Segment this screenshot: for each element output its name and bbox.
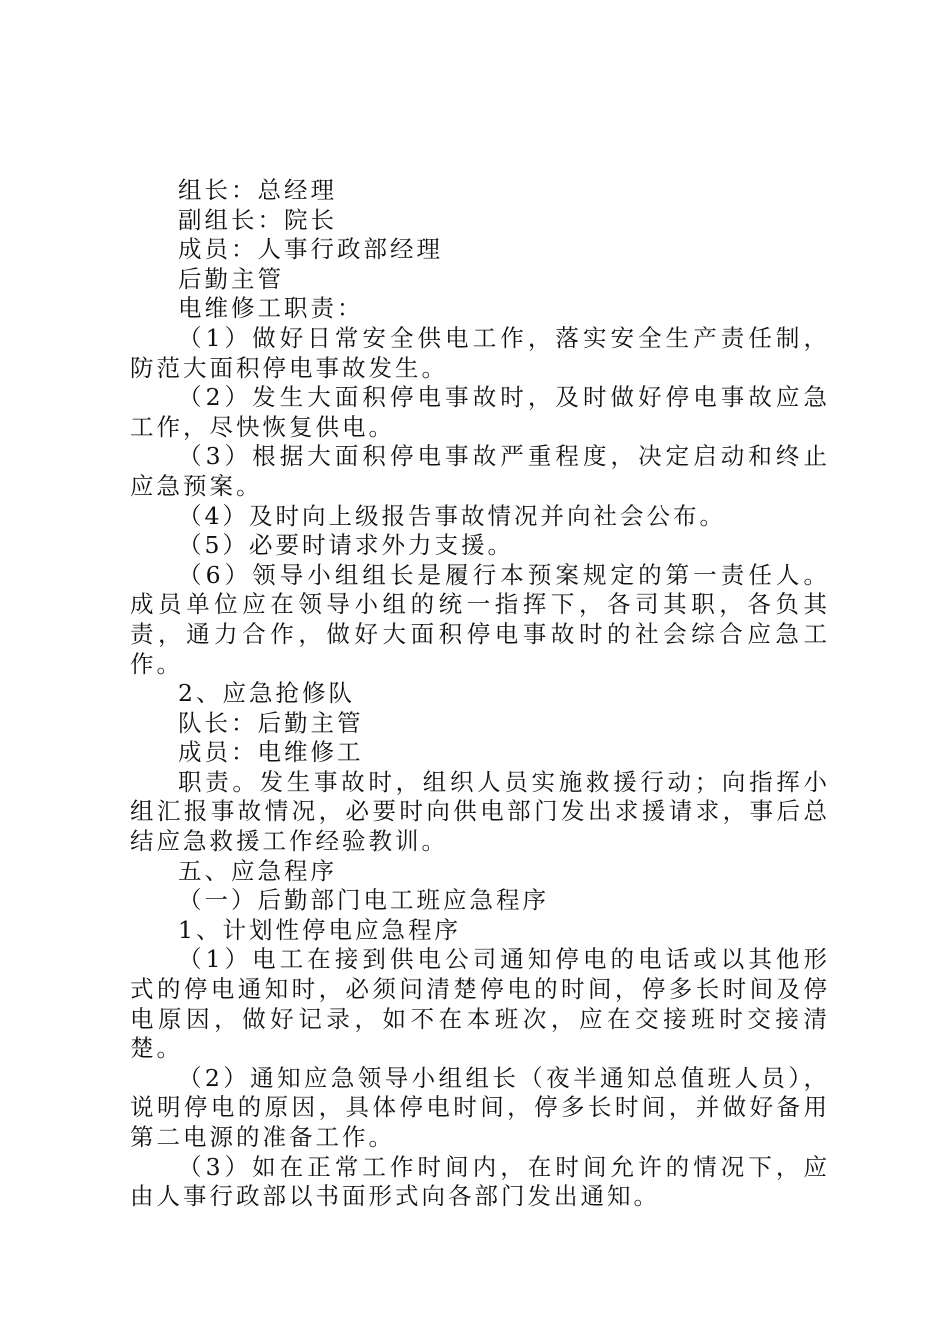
subsection-heading-electrician-procedure: （一）后勤部门电工班应急程序: [178, 886, 549, 915]
paragraph-duty-2: （2）发生大面积停电事故时，及时做好停电事故应急工作，尽快恢复供电。: [130, 383, 830, 441]
document-body: [130, 176, 830, 1212]
paragraph-team-leader: 组长：总经理: [178, 176, 337, 204]
paragraph-deputy-leader: 副组长：院长: [178, 205, 337, 234]
paragraph-members: 成员：人事行政部经理: [178, 235, 443, 264]
paragraph-duty-5: （5）必要时请求外力支援。: [178, 531, 514, 560]
paragraph-duty-6: （6）领导小组组长是履行本预案规定的第一责任人。成员单位应在领导小组的统一指挥下，各司其职，各负其责，通力合作，做好大面积停电事故时的社会综合应急工作。: [130, 560, 830, 678]
paragraph-logistics-supervisor: 后勤主管: [178, 264, 284, 293]
paragraph-duty-3: （3）根据大面积停电事故严重程度，决定启动和终止应急预案。: [130, 442, 830, 500]
paragraph-team-members: 成员：电维修工: [178, 738, 364, 767]
paragraph-procedure-1: （1）电工在接到供电公司通知停电的电话或以其他形式的停电通知时，必须问清楚停电的时间，停多长时间及停电原因，做好记录，如不在本班次，应在交接班时交接清楚。: [130, 945, 830, 1063]
paragraph-electrician-duties: 电维修工职责：: [178, 294, 364, 323]
section-heading-repair-team: 2、应急抢修队: [178, 679, 355, 708]
subsection-heading-planned-outage: 1、计划性停电应急程序: [178, 915, 461, 944]
section-heading-emergency-procedure: 五、应急程序: [178, 856, 337, 885]
paragraph-team-captain: 队长：后勤主管: [178, 708, 364, 737]
paragraph-team-duties: 职责。发生事故时，组织人员实施救援行动；向指挥小组汇报事故情况，必要时向供电部门发出求援请求，事后总结应急救援工作经验教训。: [130, 767, 830, 856]
paragraph-duty-4: （4）及时向上级报告事故情况并向社会公布。: [178, 501, 726, 530]
paragraph-procedure-3: （3）如在正常工作时间内，在时间允许的情况下，应由人事行政部以书面形式向各部门发出通知。: [130, 1152, 830, 1211]
paragraph-duty-1: （1）做好日常安全供电工作，落实安全生产责任制，防范大面积停电事故发生。: [130, 323, 830, 382]
paragraph-procedure-2: （2）通知应急领导小组组长（夜半通知总值班人员），说明停电的原因，具体停电时间，停多长时间，并做好备用第二电源的准备工作。: [130, 1063, 830, 1151]
